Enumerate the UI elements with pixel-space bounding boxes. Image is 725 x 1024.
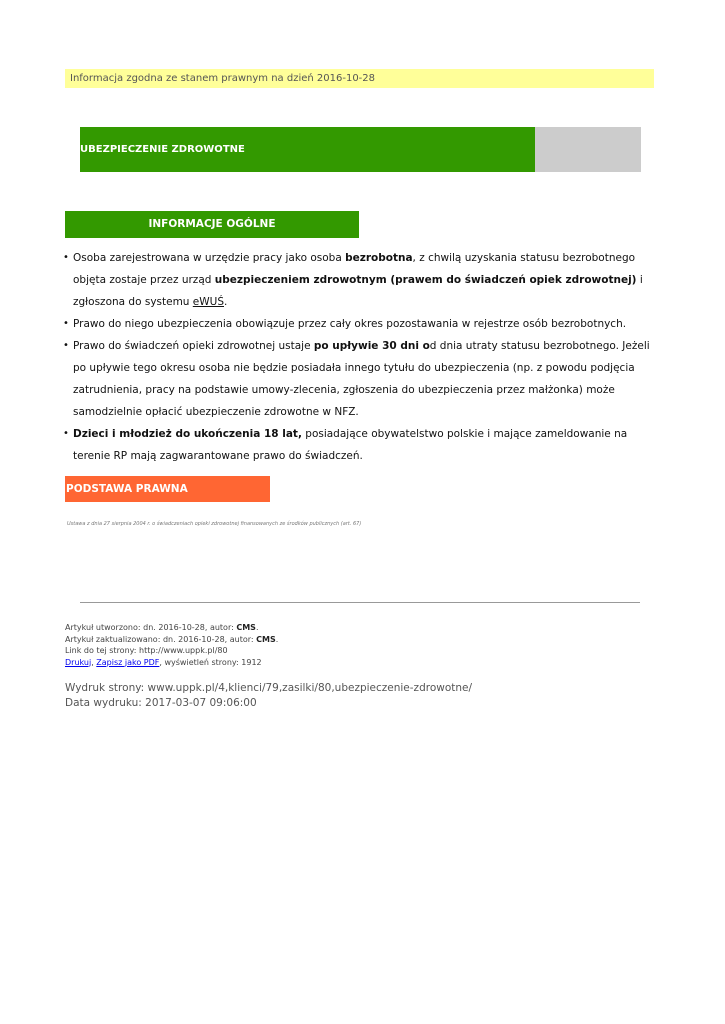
info-list: [63, 247, 657, 467]
list-item-bold: po upływie 30 dni o: [313, 340, 430, 352]
list-item: [63, 423, 657, 467]
page-title-bar: [80, 127, 641, 172]
list-item-text: , z chwilą uzyskania statusu bezrobotnego objęta zostaje przez urząd: [73, 252, 636, 286]
list-item-bold: ubezpieczeniem zdrowotnym (prawem do świadczeń opiek zdrowotnej): [214, 274, 637, 286]
legal-status-text: Informacja zgodna ze stanem prawnym na dzień 2016-10-28: [70, 73, 376, 84]
print-date: Data wydruku: 2017-03-07 09:06:00: [65, 697, 257, 709]
view-count: , wyświetleń strony: 1912: [159, 657, 262, 667]
updated-author: CMS: [256, 634, 276, 644]
legal-basis-text: Ustawa z dnia 27 sierpnia 2004 r. o świadczeniach opieki zdrowotnej finansowanych ze środków publicznych (art. 67): [67, 521, 362, 527]
article-meta: [65, 622, 278, 668]
print-info: [65, 681, 472, 711]
ewus-link[interactable]: eWUŚ: [192, 296, 224, 308]
page-link-line: Link do tej strony: http://www.uppk.pl/80: [65, 646, 228, 655]
list-item-bold: bezrobotna: [345, 252, 413, 264]
created-line: Artykuł utworzono: dn. 2016-10-28, autor: CMS.: [65, 623, 259, 632]
created-label: Artykuł utworzono: dn. 2016-10-28, autor:: [65, 623, 237, 632]
created-author: CMS: [236, 623, 256, 632]
section-heading-general: INFORMACJE OGÓLNE: [65, 211, 359, 238]
title-bar-filler: [535, 127, 641, 172]
list-item-text: i zgłoszona do systemu: [73, 274, 643, 308]
list-item-text: .: [224, 296, 228, 308]
updated-line: Artykuł zaktualizowano: dn. 2016-10-28, autor: CMS.: [65, 634, 279, 644]
page-title: UBEZPIECZENIE ZDROWOTNE: [80, 127, 535, 172]
list-item-text: Prawo do niego ubezpieczenia obowiązuje przez cały okres pozostawania w rejestrze osób bezrobotnych.: [73, 318, 627, 330]
updated-label: Artykuł zaktualizowano: dn. 2016-10-28, autor:: [65, 634, 257, 644]
print-url: Wydruk strony: www.uppk.pl/4,klienci/79,zasilki/80,ubezpieczenie-zdrowotne/: [65, 682, 473, 694]
list-item-bold: Dzieci i młodzież do ukończenia 18 lat,: [73, 428, 302, 440]
list-item-text: Osoba zarejestrowana w urzędzie pracy jako osoba: [73, 252, 346, 264]
section-heading-legal: PODSTAWA PRAWNA: [65, 476, 270, 502]
list-item-text: posiadające obywatelstwo polskie i mające zameldowanie na terenie RP mają zagwarantowane prawo do świadczeń.: [73, 428, 628, 462]
legal-status-banner: [65, 69, 654, 88]
print-link[interactable]: Drukuj: [65, 657, 92, 667]
list-item: [63, 247, 657, 313]
list-item: [63, 335, 657, 423]
list-item-text: Prawo do świadczeń opieki zdrowotnej ustaje: [73, 340, 314, 352]
list-item-text: d dnia utraty statusu bezrobotnego. Jeżeli po upływie tego okresu osoba nie będzie posiadała innego tytułu do ubezpieczenia (np. z powodu podjęcia zatrudnienia, pracy na podstawie umowy-zlecenia, zgłoszenia do ubezpieczenia przez małżonka) może samodzielnie opłacić ubezpieczenie zdrowotne w NFZ.: [73, 340, 650, 418]
actions-line: Drukuj, Zapisz jako PDF, wyświetleń strony: 1912: [65, 657, 262, 667]
divider: [80, 602, 640, 603]
save-pdf-link[interactable]: Zapisz jako PDF: [96, 657, 160, 667]
list-item: [63, 313, 657, 335]
